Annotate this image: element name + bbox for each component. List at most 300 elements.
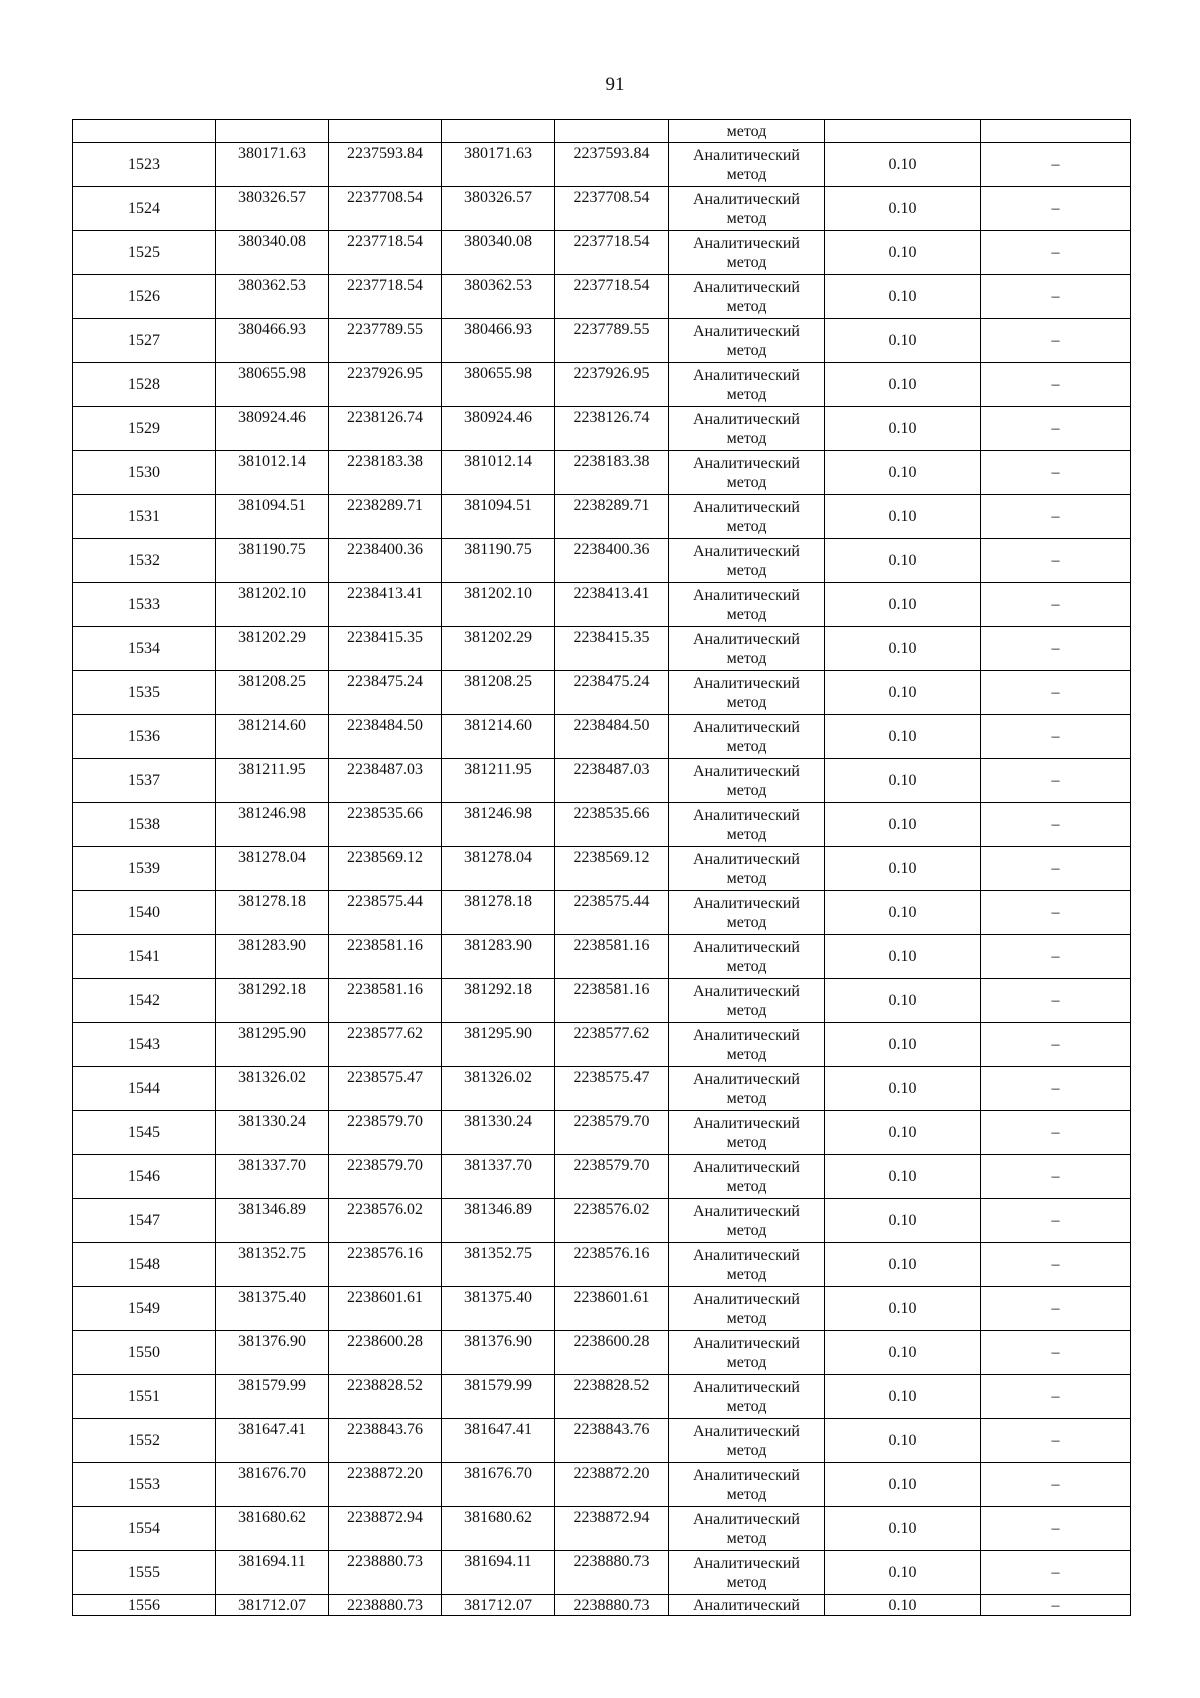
method-line-2: метод	[726, 957, 767, 975]
dash-cell: –	[981, 1551, 1131, 1595]
dash-cell: –	[981, 847, 1131, 891]
y-coordinate-cell: 2238487.03	[329, 759, 442, 803]
method-line-2: метод	[726, 1441, 767, 1459]
point-number-cell: 1541	[73, 935, 216, 979]
method-line-1: Аналитический	[692, 1290, 800, 1308]
method-line-1: Аналитический	[692, 1158, 800, 1176]
method-cell	[669, 1287, 825, 1331]
x-coordinate-cell: 381337.70	[442, 1155, 555, 1199]
x-coordinate-cell: 380171.63	[442, 143, 555, 187]
x-coordinate-cell: 381295.90	[442, 1023, 555, 1067]
method-cell	[669, 1243, 825, 1287]
method-line-1: Аналитический	[692, 190, 800, 208]
y-coordinate-cell: 2237926.95	[555, 363, 669, 407]
method-cell	[669, 407, 825, 451]
method-cell	[669, 451, 825, 495]
dash-cell: –	[981, 935, 1131, 979]
y-coordinate-cell: 2238579.70	[329, 1155, 442, 1199]
point-number-cell: 1553	[73, 1463, 216, 1507]
method-line-2: метод	[726, 1045, 767, 1063]
dash-cell: –	[981, 627, 1131, 671]
point-number-cell: 1540	[73, 891, 216, 935]
dash-cell: –	[981, 759, 1131, 803]
accuracy-cell: 0.10	[825, 1507, 981, 1551]
table-row	[73, 187, 1131, 231]
accuracy-cell: 0.10	[825, 935, 981, 979]
point-number-cell: 1525	[73, 231, 216, 275]
x-coordinate-cell: 381579.99	[442, 1375, 555, 1419]
y-coordinate-cell: 2238601.61	[555, 1287, 669, 1331]
table-row	[73, 1067, 1131, 1111]
dash-cell: –	[981, 275, 1131, 319]
y-coordinate-cell: 2238872.94	[329, 1507, 442, 1551]
method-line-1: Аналитический	[692, 630, 800, 648]
table-row	[73, 759, 1131, 803]
method-line-2: метод	[726, 737, 767, 755]
point-number-cell: 1536	[73, 715, 216, 759]
table-row	[73, 1111, 1131, 1155]
method-line-1: Аналитический	[692, 146, 800, 164]
point-number-cell: 1527	[73, 319, 216, 363]
y-coordinate-cell: 2238535.66	[555, 803, 669, 847]
method-cell	[669, 1199, 825, 1243]
accuracy-cell: 0.10	[825, 891, 981, 935]
table-row	[73, 1023, 1131, 1067]
method-line-2: метод	[726, 1573, 767, 1591]
x-coordinate-cell: 381278.18	[442, 891, 555, 935]
dash-cell: –	[981, 319, 1131, 363]
x-coordinate-cell: 381346.89	[442, 1199, 555, 1243]
table-row	[73, 715, 1131, 759]
x-coordinate-cell: 381326.02	[442, 1067, 555, 1111]
table-row	[73, 627, 1131, 671]
y-coordinate-cell: 2238413.41	[329, 583, 442, 627]
method-line-2: метод	[726, 517, 767, 535]
y-coordinate-cell: 2238872.94	[555, 1507, 669, 1551]
x-coordinate-cell: 381375.40	[442, 1287, 555, 1331]
point-number-cell: 1546	[73, 1155, 216, 1199]
point-number-cell: 1547	[73, 1199, 216, 1243]
dash-cell: –	[981, 1155, 1131, 1199]
table-row	[73, 1375, 1131, 1419]
y-coordinate-cell: 2237593.84	[555, 143, 669, 187]
y-coordinate-cell: 2238828.52	[555, 1375, 669, 1419]
dash-cell: –	[981, 1419, 1131, 1463]
y-coordinate-cell: 2238475.24	[329, 671, 442, 715]
accuracy-cell: 0.10	[825, 495, 981, 539]
dash-cell: –	[981, 1595, 1131, 1616]
y-coordinate-cell: 2238126.74	[555, 407, 669, 451]
method-line-2: метод	[726, 781, 767, 799]
y-coordinate-cell: 2238484.50	[555, 715, 669, 759]
accuracy-cell: 0.10	[825, 1375, 981, 1419]
y-coordinate-cell: 2238576.16	[555, 1243, 669, 1287]
x-coordinate-cell: 381352.75	[216, 1243, 329, 1287]
x-coordinate-cell: 380171.63	[216, 143, 329, 187]
y-coordinate-cell: 2238415.35	[329, 627, 442, 671]
x-coordinate-cell: 381211.95	[216, 759, 329, 803]
table-row	[73, 847, 1131, 891]
point-number-cell: 1551	[73, 1375, 216, 1419]
method-continuation-cell: метод	[669, 120, 825, 143]
accuracy-cell: 0.10	[825, 1023, 981, 1067]
y-coordinate-cell: 2238600.28	[555, 1331, 669, 1375]
x-coordinate-cell: 381283.90	[442, 935, 555, 979]
y-coordinate-cell: 2238581.16	[329, 935, 442, 979]
y-coordinate-cell: 2238579.70	[555, 1155, 669, 1199]
y-coordinate-cell: 2238872.20	[555, 1463, 669, 1507]
x-coordinate-cell: 381346.89	[216, 1199, 329, 1243]
point-number-cell: 1533	[73, 583, 216, 627]
accuracy-cell: 0.10	[825, 231, 981, 275]
empty-cell	[555, 120, 669, 143]
accuracy-cell: 0.10	[825, 1243, 981, 1287]
x-coordinate-cell: 381202.10	[216, 583, 329, 627]
y-coordinate-cell: 2237789.55	[555, 319, 669, 363]
method-line-2: метод	[726, 429, 767, 447]
x-coordinate-cell: 381094.51	[216, 495, 329, 539]
y-coordinate-cell: 2238576.02	[329, 1199, 442, 1243]
dash-cell: –	[981, 891, 1131, 935]
x-coordinate-cell: 381094.51	[442, 495, 555, 539]
method-line-1: Аналитический	[692, 366, 800, 384]
dash-cell: –	[981, 1287, 1131, 1331]
table-row	[73, 231, 1131, 275]
x-coordinate-cell: 381330.24	[442, 1111, 555, 1155]
method-line-1: Аналитический	[692, 1378, 800, 1396]
accuracy-cell: 0.10	[825, 1111, 981, 1155]
dash-cell: –	[981, 803, 1131, 847]
accuracy-cell: 0.10	[825, 1595, 981, 1616]
dash-cell: –	[981, 1243, 1131, 1287]
x-coordinate-cell: 380924.46	[216, 407, 329, 451]
method-cell	[669, 935, 825, 979]
empty-cell	[216, 120, 329, 143]
accuracy-cell: 0.10	[825, 627, 981, 671]
y-coordinate-cell: 2238880.73	[329, 1551, 442, 1595]
table-row	[73, 275, 1131, 319]
method-line-1: Аналитический	[692, 1070, 800, 1088]
dash-cell: –	[981, 1331, 1131, 1375]
y-coordinate-cell: 2238579.70	[555, 1111, 669, 1155]
y-coordinate-cell: 2238475.24	[555, 671, 669, 715]
y-coordinate-cell: 2238535.66	[329, 803, 442, 847]
y-coordinate-cell: 2238576.16	[329, 1243, 442, 1287]
table-row	[73, 319, 1131, 363]
accuracy-cell: 0.10	[825, 451, 981, 495]
method-cell	[669, 583, 825, 627]
dash-cell: –	[981, 715, 1131, 759]
point-number-cell: 1556	[73, 1595, 216, 1616]
accuracy-cell: 0.10	[825, 1199, 981, 1243]
x-coordinate-cell: 381680.62	[442, 1507, 555, 1551]
dash-cell: –	[981, 583, 1131, 627]
method-line-2: метод	[726, 209, 767, 227]
method-line-2: метод	[726, 1309, 767, 1327]
x-coordinate-cell: 380340.08	[216, 231, 329, 275]
method-line-1: Аналитический	[692, 1246, 800, 1264]
method-line-1: Аналитический	[692, 850, 800, 868]
x-coordinate-cell: 381337.70	[216, 1155, 329, 1199]
x-coordinate-cell: 381375.40	[216, 1287, 329, 1331]
point-number-cell: 1548	[73, 1243, 216, 1287]
accuracy-cell: 0.10	[825, 319, 981, 363]
x-coordinate-cell: 381295.90	[216, 1023, 329, 1067]
point-number-cell: 1528	[73, 363, 216, 407]
y-coordinate-cell: 2238289.71	[329, 495, 442, 539]
x-coordinate-cell: 381246.98	[216, 803, 329, 847]
y-coordinate-cell: 2238413.41	[555, 583, 669, 627]
method-line-1: Аналитический	[692, 1422, 800, 1440]
y-coordinate-cell: 2238581.16	[555, 935, 669, 979]
y-coordinate-cell: 2237789.55	[329, 319, 442, 363]
table-row	[73, 143, 1131, 187]
point-number-cell: 1523	[73, 143, 216, 187]
x-coordinate-cell: 381208.25	[442, 671, 555, 715]
empty-cell	[981, 120, 1131, 143]
method-line-1: Аналитический	[692, 718, 800, 736]
empty-cell	[825, 120, 981, 143]
accuracy-cell: 0.10	[825, 1287, 981, 1331]
method-cell	[669, 363, 825, 407]
y-coordinate-cell: 2238843.76	[329, 1419, 442, 1463]
y-coordinate-cell: 2238575.44	[555, 891, 669, 935]
dash-cell: –	[981, 1507, 1131, 1551]
x-coordinate-cell: 380326.57	[216, 187, 329, 231]
x-coordinate-cell: 380655.98	[216, 363, 329, 407]
method-line-1: Аналитический	[692, 278, 800, 296]
x-coordinate-cell: 381202.29	[442, 627, 555, 671]
table-row	[73, 1155, 1131, 1199]
method-line-2: метод	[726, 1221, 767, 1239]
method-line-2: метод	[726, 297, 767, 315]
method-line-2: метод	[726, 1353, 767, 1371]
method-line-2: метод	[726, 1177, 767, 1195]
method-cell	[669, 231, 825, 275]
x-coordinate-cell: 381208.25	[216, 671, 329, 715]
method-cell	[669, 1463, 825, 1507]
y-coordinate-cell: 2238880.73	[329, 1595, 442, 1616]
dash-cell: –	[981, 1067, 1131, 1111]
dash-cell: –	[981, 671, 1131, 715]
x-coordinate-cell: 381202.10	[442, 583, 555, 627]
method-line-2: метод	[726, 561, 767, 579]
table-row	[73, 363, 1131, 407]
method-cell	[669, 1551, 825, 1595]
dash-cell: –	[981, 1199, 1131, 1243]
point-number-cell: 1524	[73, 187, 216, 231]
method-cell	[669, 891, 825, 935]
point-number-cell: 1544	[73, 1067, 216, 1111]
table-row	[73, 407, 1131, 451]
dash-cell: –	[981, 231, 1131, 275]
y-coordinate-cell: 2238581.16	[329, 979, 442, 1023]
y-coordinate-cell: 2237718.54	[555, 231, 669, 275]
point-number-cell: 1537	[73, 759, 216, 803]
y-coordinate-cell: 2238487.03	[555, 759, 669, 803]
method-line-2: метод	[726, 1133, 767, 1151]
y-coordinate-cell: 2238289.71	[555, 495, 669, 539]
x-coordinate-cell: 381278.04	[442, 847, 555, 891]
y-coordinate-cell: 2238484.50	[329, 715, 442, 759]
point-number-cell: 1543	[73, 1023, 216, 1067]
dash-cell: –	[981, 363, 1131, 407]
method-line-1: Аналитический	[692, 1554, 800, 1572]
method-line-1: Аналитический	[692, 894, 800, 912]
x-coordinate-cell: 381012.14	[442, 451, 555, 495]
method-cell	[669, 1067, 825, 1111]
method-cell	[669, 803, 825, 847]
method-line-2: метод	[726, 253, 767, 271]
y-coordinate-cell: 2238575.44	[329, 891, 442, 935]
method-line-1: Аналитический	[692, 1114, 800, 1132]
y-coordinate-cell: 2238843.76	[555, 1419, 669, 1463]
point-number-cell: 1535	[73, 671, 216, 715]
accuracy-cell: 0.10	[825, 979, 981, 1023]
x-coordinate-cell: 381278.04	[216, 847, 329, 891]
method-cell	[669, 1507, 825, 1551]
y-coordinate-cell: 2237708.54	[555, 187, 669, 231]
method-line-1: Аналитический	[692, 454, 800, 472]
point-number-cell: 1534	[73, 627, 216, 671]
x-coordinate-cell: 381376.90	[216, 1331, 329, 1375]
method-line-2: метод	[726, 649, 767, 667]
method-line-1: Аналитический	[692, 1202, 800, 1220]
method-line-1: Аналитический	[692, 674, 800, 692]
method-cell	[669, 1375, 825, 1419]
method-cell	[669, 671, 825, 715]
method-line-1: Аналитический	[692, 586, 800, 604]
method-line-1: Аналитический	[692, 762, 800, 780]
method-cell	[669, 539, 825, 583]
point-number-cell: 1531	[73, 495, 216, 539]
method-cell	[669, 847, 825, 891]
table-row	[73, 1463, 1131, 1507]
y-coordinate-cell: 2237593.84	[329, 143, 442, 187]
dash-cell: –	[981, 495, 1131, 539]
y-coordinate-cell: 2238828.52	[329, 1375, 442, 1419]
y-coordinate-cell: 2238872.20	[329, 1463, 442, 1507]
table-body	[73, 120, 1131, 1616]
y-coordinate-cell: 2237718.54	[555, 275, 669, 319]
x-coordinate-cell: 381292.18	[216, 979, 329, 1023]
y-coordinate-cell: 2237708.54	[329, 187, 442, 231]
x-coordinate-cell: 380466.93	[442, 319, 555, 363]
x-coordinate-cell: 381211.95	[442, 759, 555, 803]
method-line-1: Аналитический	[692, 806, 800, 824]
y-coordinate-cell: 2238880.73	[555, 1551, 669, 1595]
dash-cell: –	[981, 187, 1131, 231]
method-cell	[669, 627, 825, 671]
table-row	[73, 1551, 1131, 1595]
y-coordinate-cell: 2238576.02	[555, 1199, 669, 1243]
method-line-2: метод	[726, 341, 767, 359]
x-coordinate-cell: 380655.98	[442, 363, 555, 407]
accuracy-cell: 0.10	[825, 143, 981, 187]
accuracy-cell: 0.10	[825, 803, 981, 847]
method-line-2: метод	[726, 1397, 767, 1415]
method-cell	[669, 143, 825, 187]
method-line-1: Аналитический	[692, 982, 800, 1000]
x-coordinate-cell: 381680.62	[216, 1507, 329, 1551]
point-number-cell: 1539	[73, 847, 216, 891]
x-coordinate-cell: 381712.07	[216, 1595, 329, 1616]
accuracy-cell: 0.10	[825, 275, 981, 319]
method-line-1: Аналитический	[692, 498, 800, 516]
x-coordinate-cell: 381579.99	[216, 1375, 329, 1419]
method-line-1: Аналитический	[692, 234, 800, 252]
point-number-cell: 1552	[73, 1419, 216, 1463]
dash-cell: –	[981, 451, 1131, 495]
point-number-cell: 1554	[73, 1507, 216, 1551]
table-row	[73, 539, 1131, 583]
empty-cell	[73, 120, 216, 143]
x-coordinate-cell: 380362.53	[442, 275, 555, 319]
method-cell	[669, 1331, 825, 1375]
accuracy-cell: 0.10	[825, 539, 981, 583]
x-coordinate-cell: 381694.11	[216, 1551, 329, 1595]
y-coordinate-cell: 2238569.12	[329, 847, 442, 891]
method-line-2: метод	[726, 385, 767, 403]
method-line-2: метод	[726, 693, 767, 711]
point-number-cell: 1530	[73, 451, 216, 495]
x-coordinate-cell: 381676.70	[442, 1463, 555, 1507]
table-row	[73, 495, 1131, 539]
dash-cell: –	[981, 407, 1131, 451]
method-line-1: Аналитический	[692, 1510, 800, 1528]
method-cell	[669, 759, 825, 803]
method-cell	[669, 1023, 825, 1067]
method-cell	[669, 1155, 825, 1199]
method-cell	[669, 1111, 825, 1155]
x-coordinate-cell: 381330.24	[216, 1111, 329, 1155]
method-cell	[669, 187, 825, 231]
x-coordinate-cell: 380466.93	[216, 319, 329, 363]
point-number-cell: 1545	[73, 1111, 216, 1155]
x-coordinate-cell: 380362.53	[216, 275, 329, 319]
x-coordinate-cell: 380326.57	[442, 187, 555, 231]
accuracy-cell: 0.10	[825, 363, 981, 407]
x-coordinate-cell: 381278.18	[216, 891, 329, 935]
x-coordinate-cell: 381376.90	[442, 1331, 555, 1375]
method-line-1: Аналитический	[692, 410, 800, 428]
point-number-cell: 1538	[73, 803, 216, 847]
accuracy-cell: 0.10	[825, 1419, 981, 1463]
x-coordinate-cell: 381647.41	[216, 1419, 329, 1463]
x-coordinate-cell: 381283.90	[216, 935, 329, 979]
method-cell	[669, 1419, 825, 1463]
method-cell	[669, 715, 825, 759]
dash-cell: –	[981, 143, 1131, 187]
accuracy-cell: 0.10	[825, 407, 981, 451]
point-number-cell: 1555	[73, 1551, 216, 1595]
method-cell	[669, 275, 825, 319]
method-line-2: метод	[726, 1265, 767, 1283]
x-coordinate-cell: 381012.14	[216, 451, 329, 495]
dash-cell: –	[981, 1023, 1131, 1067]
method-line-1: Аналитический	[692, 1026, 800, 1044]
table-row	[73, 935, 1131, 979]
x-coordinate-cell: 381694.11	[442, 1551, 555, 1595]
y-coordinate-cell: 2238400.36	[555, 539, 669, 583]
dash-cell: –	[981, 539, 1131, 583]
y-coordinate-cell: 2237718.54	[329, 275, 442, 319]
y-coordinate-cell: 2238183.38	[555, 451, 669, 495]
x-coordinate-cell: 381214.60	[442, 715, 555, 759]
y-coordinate-cell: 2238581.16	[555, 979, 669, 1023]
dash-cell: –	[981, 979, 1131, 1023]
x-coordinate-cell: 381190.75	[216, 539, 329, 583]
